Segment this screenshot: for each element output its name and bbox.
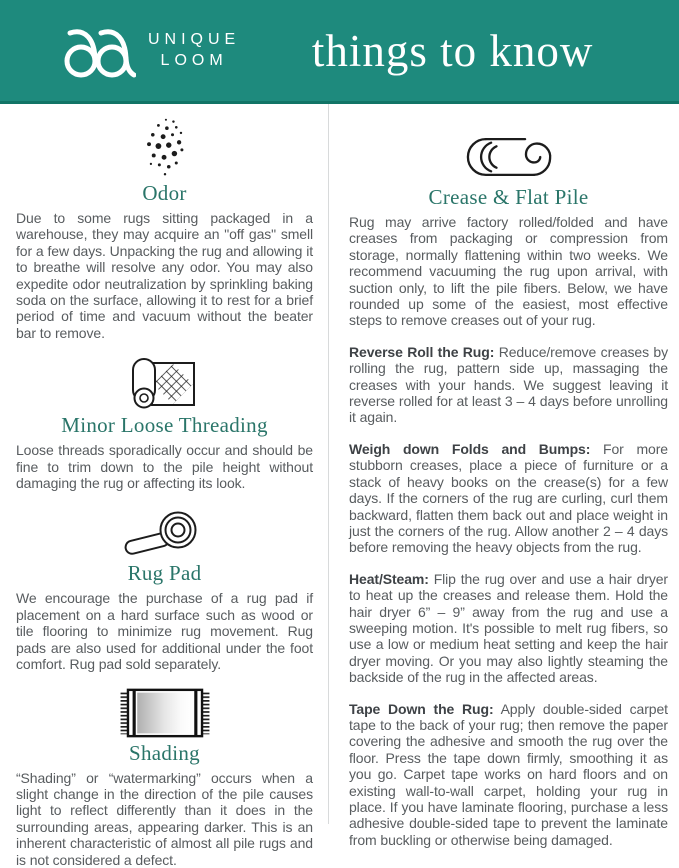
rug-pad-roll-icon <box>16 504 313 558</box>
section-heading-crease: Crease & Flat Pile <box>428 185 589 209</box>
tip-heat-steam-label: Heat/Steam: <box>349 570 429 587</box>
section-crease-flat-pile <box>349 132 668 329</box>
page-title: things to know <box>311 25 594 76</box>
section-body-crease: Rug may arrive factory rolled/folded and have creases from packaging or compression from storage, normally flattening within two weeks. We recommend vacuuming the rug upon arrival, with suction only, to lift the pile fibers. Below, we have rounded up some of the easiest, most effective steps to remove creases out of your rug. <box>349 214 668 329</box>
tip-reverse-roll <box>349 344 668 426</box>
right-column <box>329 104 679 848</box>
tip-heat-steam <box>349 571 668 686</box>
left-column <box>0 104 329 868</box>
brand-line2: LOOM <box>160 51 228 69</box>
brand-name <box>148 30 240 72</box>
section-shading <box>16 686 313 868</box>
section-body-rug-pad: We encourage the purchase of a rug pad if placement on a hard surface such as wood or tile flooring to minimize rug movement. Rug pads are also used for additional under the foot comfort. Rug pad sold separately. <box>16 590 313 673</box>
tip-tape-down-label: Tape Down the Rug: <box>349 700 494 717</box>
brand-block <box>0 22 240 80</box>
unique-loom-logo-icon <box>58 22 136 80</box>
section-heading-rug-pad: Rug Pad <box>127 561 202 586</box>
section-body-loose-threading: Loose threads sporadically occur and should be fine to trim down to the pile height without damaging the rug or affecting its look. <box>16 442 313 492</box>
tip-reverse-roll-text: Reduce/remove creases by rolling the rug, pattern side up, massaging the creases with your hands. We suggest leaving it reverse rolled for at least 3 – 4 days before unrolling it again. <box>349 343 668 426</box>
page-header <box>0 0 679 104</box>
section-loose-threading <box>16 354 313 491</box>
section-rug-pad <box>16 504 313 672</box>
tip-tape-down <box>349 701 668 849</box>
brand-line1: UNIQUE <box>148 30 241 48</box>
section-body-shading: “Shading” or “watermarking” occurs when a slight change in the direction of the pile causes light to reflect differently than it does in the surrounding areas, appearing darker. This is an inherent characteristic of almost all pile rugs and is not considered a defect. <box>16 769 313 868</box>
fringed-rug-icon <box>16 686 313 738</box>
section-body-odor: Due to some rugs sitting packaged in a warehouse, they may acquire an "off gas" smell for a few days. Unpacking the rug and allowing it to breathe will resolve any odor. You may also expedite odor neutralization by sprinkling baking soda on the surface, allowing it to rest for a brief period of time and vacuum without the beater bar to remove. <box>16 210 313 341</box>
rolled-rug-side-icon <box>349 132 668 182</box>
content-area <box>0 104 679 868</box>
odor-dots-icon <box>16 116 313 178</box>
section-odor <box>16 116 313 341</box>
tip-weigh-down <box>349 441 668 556</box>
section-heading-shading: Shading <box>129 740 200 765</box>
section-heading-loose-threading: Minor Loose Threading <box>61 413 268 438</box>
tip-weigh-down-label: Weigh down Folds and Bumps: <box>349 440 591 457</box>
tip-tape-down-text: Apply double-sided carpet tape to the back of your rug; then remove the paper covering the adhesive and smooth the rug over the floor. Press the tape down firmly, smoothing it as you go. Carpet tape works on hard floors and on existing wall-to-wall carpet, holding your rug in place. If you have laminate flooring, purchase a less adhesive double-sided tape to prevent the laminate from buckling or otherwise being damaged. <box>349 700 668 848</box>
rolled-rug-pattern-icon <box>16 354 313 410</box>
tip-heat-steam-text: Flip the rug over and use a hair dryer to heat up the creases and release them. Hold the hair dryer 6” – 9” away from the rug and use a sweeping motion. It's possible to melt rug fibers, so use a low or medium heat setting and keep the hair dryer moving. Or you may also lightly steaming the backside of the rug in the affected areas. <box>349 570 668 686</box>
tip-weigh-down-text: For more stubborn creases, place a piece of furniture or a stack of heavy books on the crease(s) for a few days. If the corners of the rug are curling, curl them backward, flatten them back out and place weight in just the corners of the rug. Allow another 2 – 4 days before removing the heavy objects from the rug. <box>349 440 668 556</box>
section-heading-odor: Odor <box>142 181 187 205</box>
tip-reverse-roll-label: Reverse Roll the Rug: <box>349 343 495 360</box>
